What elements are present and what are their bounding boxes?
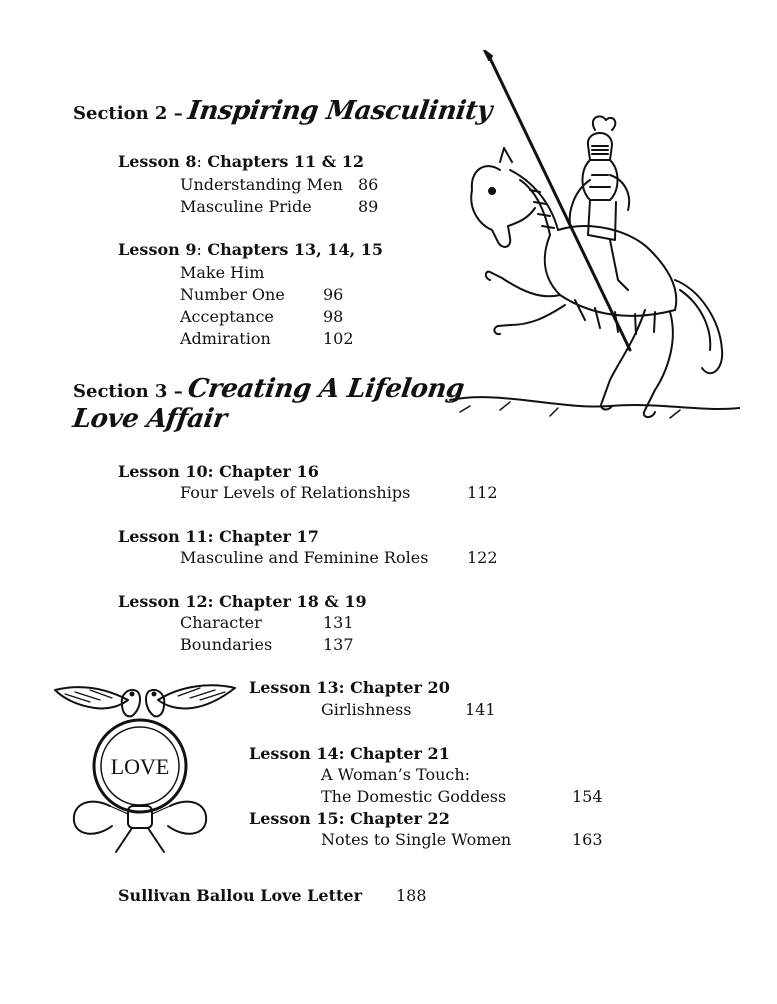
section-2-label: Section 2 –	[73, 103, 183, 124]
page-number: 86	[358, 175, 379, 194]
section-2-title: Inspiring Masculinity	[185, 96, 494, 126]
page-number: 112	[467, 483, 498, 502]
page-number: 102	[323, 329, 354, 348]
lesson-8-heading: Lesson 8: Chapters 11 & 12	[118, 152, 365, 171]
toc-item: Make Him	[180, 263, 265, 282]
toc-item: Masculine Pride	[180, 197, 312, 216]
toc-item: The Domestic Goddess	[321, 787, 507, 806]
toc-item: Girlishness	[321, 700, 412, 719]
toc-item: Character	[180, 613, 262, 632]
toc-item: Number One	[180, 285, 285, 304]
lesson-12-heading: Lesson 12: Chapter 18 & 19	[118, 592, 367, 611]
section-3-title-line1: Creating A Lifelong	[185, 374, 466, 404]
page-number: 137	[323, 635, 354, 654]
toc-item: Understanding Men	[180, 175, 343, 194]
lesson-14-heading: Lesson 14: Chapter 21	[249, 744, 450, 763]
toc-item: Acceptance	[180, 307, 274, 326]
love-emblem-text: LOVE	[110, 754, 170, 779]
section-3-heading	[73, 374, 464, 404]
page-number: 188	[396, 886, 427, 905]
page-number: 122	[467, 548, 498, 567]
section-3-title-line2-wrap	[70, 404, 229, 434]
toc-item: Four Levels of Relationships	[180, 483, 411, 502]
section-3-label: Section 3 –	[73, 381, 183, 402]
toc-item: Masculine and Feminine Roles	[180, 548, 429, 567]
page-number: 141	[465, 700, 496, 719]
lesson-11-heading: Lesson 11: Chapter 17	[118, 527, 319, 546]
sullivan-ballou-entry: Sullivan Ballou Love Letter	[118, 886, 362, 905]
page-number: 154	[572, 787, 603, 806]
section-2-heading	[73, 96, 494, 126]
toc-item: Admiration	[180, 329, 271, 348]
love-emblem-illustration	[50, 676, 240, 856]
toc-item: Boundaries	[180, 635, 273, 654]
lesson-9-heading: Lesson 9: Chapters 13, 14, 15	[118, 240, 383, 259]
lesson-13-heading: Lesson 13: Chapter 20	[249, 678, 450, 697]
lesson-10-heading: Lesson 10: Chapter 16	[118, 462, 319, 481]
knight-on-horse-illustration	[440, 50, 740, 450]
page-number: 131	[323, 613, 354, 632]
toc-item: Notes to Single Women	[321, 830, 512, 849]
page-number: 89	[358, 197, 379, 216]
section-3-title-line2: Love Affair	[70, 404, 229, 434]
lesson-15-heading: Lesson 15: Chapter 22	[249, 809, 450, 828]
page-number: 163	[572, 830, 603, 849]
page-number: 96	[323, 285, 344, 304]
toc-item: A Woman’s Touch:	[321, 765, 471, 784]
page-number: 98	[323, 307, 344, 326]
